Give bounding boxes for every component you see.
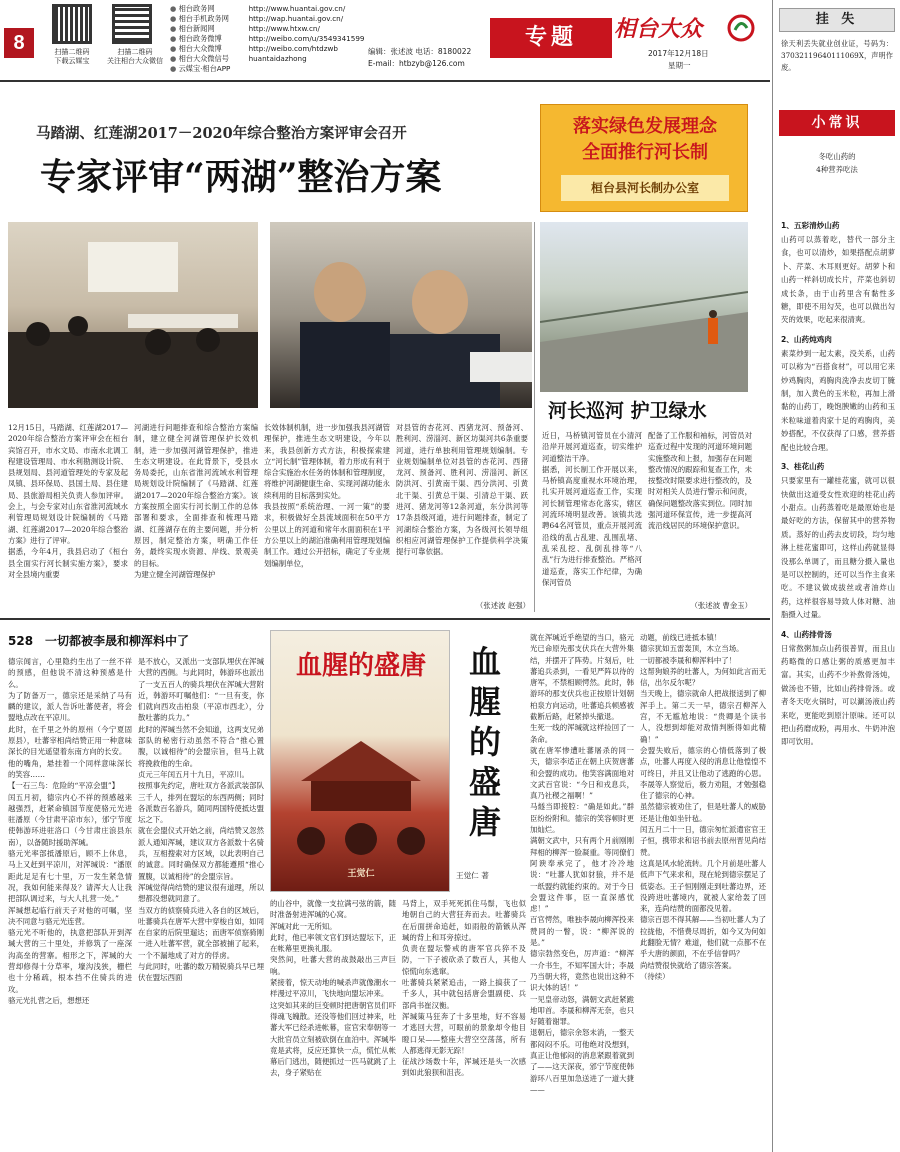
qr-code-download[interactable] bbox=[52, 4, 92, 44]
ad-sponsor: 桓台县河长制办公室 bbox=[561, 175, 729, 201]
serial-author: 王觉仁 著 bbox=[456, 871, 489, 880]
link-row[interactable] bbox=[170, 64, 390, 74]
editor-line: 编辑：张述波 电话：8180022 bbox=[368, 47, 472, 56]
main-col-1: 12月15日，马踏湖、红莲湖2017—2020年综合整治方案评审会在桓台宾馆召开，市水文局、市南水北调工程建设管理局、市水利勘测设计院、县规划局、县河道管理处的专家及起凤镇、县环保局、县国土局、县住建局、县旅游局相关负责人参加评审。会上，与会专家对山东省淮河流域水利管理局规划设计院编制的《马踏湖、红莲湖2017—2020年综合整治方案》进行了评审。 据悉，今年4月，我县启动了《桓台县全面实行河长制实施方案》，要求对全县境内重要 bbox=[8, 423, 128, 579]
article-bottom-rule bbox=[0, 618, 770, 620]
book-cover bbox=[270, 630, 450, 892]
bullet-icon: ● bbox=[170, 34, 179, 43]
link-name: 相台大众微博 bbox=[178, 44, 222, 53]
lost-notice-text: 徐天利丢失就业创业证，号码为：37032119640111069X，声明作废。 bbox=[781, 39, 893, 72]
main-article bbox=[0, 82, 770, 622]
tip-heading: 4、山药排骨汤 bbox=[781, 629, 832, 639]
meeting-photo-1 bbox=[8, 222, 258, 408]
bullet-icon: ● bbox=[170, 64, 179, 73]
link-list bbox=[170, 4, 390, 76]
issue-date: 2017年12月18日 bbox=[648, 49, 709, 58]
link-name: 相台手机政务网 bbox=[178, 14, 229, 23]
main-col-2: 河湖进行问题排查和综合整治方案编制，建立健全河湖管理保护长效机制，进一步加强河湖管理保护，推进生态文明建设。在此背景下，受县水务局委托，山东省淮河流域水利管理局规划设计院编制了《马踏湖、红莲湖2017—2020年综合整治方案》。该方案按照全面实行河长制工作的总体部署和要求，全面排查和梳理马踏湖、红莲湖存在的主要问题，并分析原因，制定整治方案，明确工作任务，最终实现水资源、岸线、景观美的目标。 为建立健全河湖管理保护 bbox=[134, 423, 258, 579]
tip-heading: 2、山药炖鸡肉 bbox=[781, 334, 832, 344]
book-cover-author: 王觉仁 bbox=[347, 869, 375, 879]
link-row[interactable] bbox=[170, 14, 390, 24]
patrol-photo bbox=[540, 222, 748, 392]
article-kicker: 马踏湖、红莲湖2017－2020年综合整治方案评审会召开 bbox=[36, 125, 407, 142]
bullet-icon: ● bbox=[170, 24, 179, 33]
email-line[interactable]: E-mail：htbzyb@126.com bbox=[368, 59, 465, 68]
main-byline: （张述波 赵强） bbox=[475, 601, 530, 610]
patrol-headline: 河长巡河 护卫绿水 bbox=[548, 400, 707, 422]
link-url[interactable]: http://www.huantai.gov.cn/ bbox=[248, 4, 346, 13]
link-name: 相台新闻网 bbox=[178, 24, 215, 33]
link-url[interactable]: huantaidazhong bbox=[248, 54, 307, 63]
page-number: 8 bbox=[4, 28, 34, 58]
link-name: 相台政务网 bbox=[178, 4, 215, 13]
main-col-3: 长效体制机制，进一步加强我县河湖管理保护，推进生态文明建设，今年以来，我县创新方式方法，积极探索建立“河长制”管理体制，着力形成有利于综合实施治水任务的体制和管理制度，将维护河湖健康生命、实现河湖功能永续利用的目标落到实处。 我县按照“系统治理、一河一策”的要求，积极做好全县流域面积在50平方公里以上的河道和常年水面面积在1平方公里以上的湖泊准确利用管理现划编制工作。通过公开招标，确定了专业规划编制单位， bbox=[264, 423, 390, 568]
river-chief-ad bbox=[540, 104, 748, 212]
tips-body bbox=[781, 215, 895, 1145]
serial-col-1: 德宗闻言，心里隐约生出了一丝不祥的预感，但他说不清这种预感是什么。 为了防备万一，德宗还是采纳了马有麟的建议，派人告诉吐蕃使者，将会盟地点改在平凉川。 此时，在千里之外的原州（今宁夏固原县），吐蕃宰相尚结赞正用一种意味深长的目光遥望着东南方向的长安。 他的嘴角，悬挂着一个同样意味深长的笑容…… 【一石三鸟：危险的“平凉会盟”】 闰五月初，德宗内心不祥的预感越来越强烈，赶紧命镇国节度使骆元光进驻潘原（今甘肃平凉市东），邠宁节度使韩游环进驻洛口（今甘肃庄浪县东南），以备随时援助浑瑊。 骆元光率部抵潘原后，顾不上休息，马上又赶到平凉川，对浑瑊说：“潘原距此足足有七十里，万一发生紧急情况，我如何能来得及？请浑大人让我把部队调过来，与大人扎营一处。” 浑瑊想起临行前天子对他的可嘱，坚决不同意与骆元光连营。 骆元光不听他的，执意把部队开到浑瑊大营的三十里处，并修筑了一座深沟高垒的营寨。相形之下，浑瑊的大营却修得十分草率，壕沟浅狭，栅栏也十分稀疏，根本挡不住骑兵的进攻。 骆元光扎营之后，想想还 bbox=[8, 657, 132, 1005]
bullet-icon: ● bbox=[170, 54, 179, 63]
book-cover-title: 血腥的盛唐 bbox=[295, 651, 426, 681]
link-url[interactable]: http://wap.huantai.gov.cn/ bbox=[248, 14, 344, 23]
serial-col-5: 就在浑瑊近乎绝望的当口，骆元光已命原先那支伏兵在大营外集结，并摆开了阵势。片刻后，吐蕃追兵杀到，一看见严阵以待的唐军，不禁相顾愕然。此时，韩游环的那支伏兵也正按原计划朝柏泉方向运动，吐蕃追兵顿感被截断后路，赶紧掉头撤退。 生死一线的浑瑊就这样捡回了一条命。 就在唐军惨遭吐蕃屠杀的同一天，德宗李适正在朝上庆贺唐蕃和会盟的成功。他笑容满面地对文武百官说：“今日和戎息兵，真乃社稷之福啊！” 马燧当即接腔：“确是如此。”群臣纷纷附和。德宗的笑容顿时更加灿烂。 满朝文武中，只有两个月前刚刚拜相的柳浑一脸凝重。等同僚们阿谀奉承完了，他才冷冷地说：“吐蕃人犹如豺狼，并不是一纸盟约就能约束的。对于今日会盟这件事，臣一直深感忧虑！” 百官愕然，唯独李晟向柳浑投来赞同的一瞥，说：“柳浑说的是。” 德宗勃然变色，厉声道：“柳浑一介书生，不知军国大计；李晟乃当朝大将，竟然也说出这种不识大体的话！” 一见皇帝动怒，满朝文武赶紧跪地叩首。李晟和柳浑无奈，也只好随着谢罪。 退朝后，德宗余怒未消，一整天都闷闷不乐。可他绝对没想到，真正让他郁闷的消息紧跟着就到了——这天深夜，邠宁节度使韩游环八百里加急送进了一道大捷—— bbox=[530, 633, 634, 1094]
tip-heading: 1、五彩清炒山药 bbox=[781, 221, 840, 230]
tip-body: 素菜炒到一起太素，没关系，山药可以称为“百搭食材”，可以用它来炒鸡胸肉，鸡胸肉洗净去皮切丁腌制，加入黄色的玉米粒，再加上滑黏的山药丁，晚饱腴嫩的山药和玉米粒味道着肉家十足的鸡胸肉，美妙搭配，不仅获得了口感，营养搭配也比较合理。 bbox=[781, 348, 895, 452]
qr-code-wechat[interactable] bbox=[112, 4, 152, 44]
issue-weekday: 星期一 bbox=[668, 61, 691, 70]
link-url[interactable]: http://weibo.com/htdzwb bbox=[248, 44, 338, 53]
ad-line-2: 全面推行河长制 bbox=[582, 142, 708, 163]
bullet-icon: ● bbox=[170, 4, 179, 13]
link-name: 相台大众微信号 bbox=[178, 54, 229, 63]
tips-subtitle: 冬吃山药的 4种营养吃法 bbox=[816, 152, 858, 174]
bullet-icon: ● bbox=[170, 14, 179, 23]
paper-name: 相台大众 bbox=[614, 16, 703, 42]
serial-book-title: 血腥的盛唐 bbox=[468, 643, 501, 841]
ad-line-1: 落实绿色发展理念 bbox=[573, 116, 717, 137]
column-divider bbox=[534, 222, 535, 612]
serial-chapter-title: 528 一切都被李晟和柳浑料中了 bbox=[8, 634, 190, 648]
lost-notice-title: 挂 失 bbox=[779, 8, 895, 32]
qr-caption-download: 扫描二维码 下载云媒宝 bbox=[54, 48, 90, 65]
serial-col-6: 动题，前线已进抵本镇！ 德宗犹如五雷轰顶，木立当场。 一切都被李晟和柳浑料中了！ 这帮狗娘养的吐蕃人，为何如此言而无信，出尔反尔呢？ 当天晚上，德宗就命人把战报送到了柳浑手上。第二天一早，德宗召柳浑入宫，不无尴尬地说：“贵卿是个读书人，没想到却能对敌情判断得如此精确！” 会盟失败后，德宗的心情低落到了极点，吐蕃人再度入侵的消息让他惶惶不可终日，并且又让他动了逃跑的心思。李晟等人察觉后，极力劝阻，才勉强稳住了德宗的心神。 虽然德宗被劝住了，但是吐蕃人的威胁还是让他如坐针毡。 闰五月二十一日，德宗匆忙派遣宦官王子恒，携带求和诏书前去原州晋见尚结赞。 这真是风水轮流转。几个月前是吐蕃人低声下气来求和，现在轮到德宗摆足了低姿态。王子恒刚刚走到吐蕃边界，还没跨进吐蕃境内，就被人家给轰了回来，连尚结赞的面都没见着。 德宗百思不得其解——当初吐蕃人为了拉拢他，不惜费尽周折，如今又为何如此翻脸无情？难道，他们就一点都不在乎大唐的颜面，不在乎信誉吗？ 尚结赞很快就给了德宗答案。 （待续） bbox=[640, 633, 766, 981]
section-banner: 专题 bbox=[490, 18, 612, 58]
link-name: 相台政务微博 bbox=[178, 34, 222, 43]
patrol-col-1: 近日，马桥镇河管员在小清河沿岸开展河道巡查，切实维护河道整洁干净。 据悉，河长制工作开展以来，马桥镇高度重视水环境治理，扎实开展河道巡查工作，实现河长制管理常态化落实，辖区河流环境明显改善。该镇共选聘64名河管员，重点开展河流沿线的乱占乱建、乱围乱堵、乱采乱挖、乱倒乱排等“八乱”行为进行排查整治。严格河道巡查，落实工作纪律，为确保河管员 bbox=[542, 431, 642, 587]
logo-swirl-icon bbox=[727, 14, 755, 42]
patrol-byline: （张述波 曹金玉） bbox=[690, 601, 752, 610]
meeting-photo-2 bbox=[270, 222, 532, 408]
article-headline: 专家评审“两湖”整治方案 bbox=[40, 156, 442, 198]
masthead bbox=[0, 0, 770, 82]
link-row[interactable] bbox=[170, 54, 390, 64]
tip-body: 只要家里有一罐桂花蜜，就可以很快做出这道受女性欢迎的桂花山药小甜点。山药蒸着吃是最原始也是最好吃的方法，保留其中的营养物质。蒸好的山药去皮切段，均匀地淋上桂花蜜即可，这样山药就显得没那么单调了，而且糖分摄入量也是可以控制的，还可以当作主食来吃。不建议做成拔丝或者油炸山药，这样很容易导致人体对糖、油脂摄入过量。 bbox=[781, 476, 895, 620]
link-name: 云媒宝·相台APP bbox=[178, 64, 231, 73]
link-row[interactable] bbox=[170, 4, 390, 14]
link-row[interactable] bbox=[170, 44, 390, 54]
tip-body: 山药可以蒸着吃，替代一部分主食，也可以清炒，如果搭配点胡萝卜、芹菜、木耳则更好。胡萝卜和山药一样斜切成长片，芹菜也斜切成长条，由于山药里含有黏性多糖，即使不用勾芡，也可以做出勾芡的效果，吃起来很清爽。 bbox=[781, 235, 895, 325]
main-col-4: 对县管的杏花河、西猪龙河、预备河、胜利河、涝淄河、新区坊渠河共6条重要河道，进行单独利用管理规划编制。专业规划编制单位对县管的杏花河、西猪龙河、预备河、胜利河、涝淄河、新区防洪河、引黄南干渠、西分洪河、引黄北干渠、引黄总干渠、引清总干渠、跃进河、猪龙河等12条河道，东分洪河等17条县级河道，进行问题排查，制定了河湖综合整治方案，为各级河长领导组织相应河湖管理保护工作提供科学决策提行可靠依据。 bbox=[396, 423, 528, 557]
serial-col-2: 是不放心，又派出一支部队埋伏在浑瑊大营的西侧。与此同时，韩游环也派出了一支五百人的骑兵埋伏在浑瑊大营附近，韩游环叮嘱他们：“一旦有变，你们就向西攻击柏泉（平凉市西北），分散吐蕃的兵力。” 此时的浑瑊当然不会知道，这两支兄弟部队的秘密行动虽然不符合“推心置腹，以诚相待”的会盟宗旨，但马上就将挽救他的生命。 贞元三年闰五月十九日，平凉川。 按照事先约定，唐吐双方各派武装部队三千人，排列在盟坛的东西两侧；同时各派数百名游兵，随同两国特使抵达盟坛之下。 就在会盟仪式开始之前，尚结赞又忽然派人通知浑瑊，建议双方各派数十名骑兵，互相搜索对方区域，以此表明自己的诚意。同时确保双方都能遵照“推心置腹，以诚相待”的会盟宗旨。 浑瑊觉得尚结赞的建议很有道理，所以想都没想就同意了。 当双方的侦察骑兵进入各自的区域后，吐蕃骑兵在唐军大营中穿梭自如，如同在自家的后院里遛达；而唐军侦察骑刚一进入吐蕃军营，就全部被捕了起来，一个不漏地成了对方的俘虏。 与此同时，吐蕃的数万精锐骑兵早已埋伏在盟坛西面 bbox=[138, 657, 264, 983]
bullet-icon: ● bbox=[170, 44, 179, 53]
tip-body: 日常熬粥加点山药很普胃，而且山药略微的口感让粥的质感更加丰富。其实，山药不少补熬骨汤炖，做汤也不错，比如山药排骨汤。或者冬天吃火锅时，可以涮汤液山药来吃，更能吃到原汁原味。还可以把山药磨成粉，再用水、牛奶冲泡即可饮用。 bbox=[781, 643, 895, 747]
link-row[interactable] bbox=[170, 24, 390, 34]
serial-col-4: 马背上，双手死死抓住马鬃，飞也似地朝自己的大营狂奔而去。吐蕃骑兵在后面拼命追赶，如雨般的箭镞从浑瑊的背上和耳旁掠过。 负责在盟坛警戒的唐军官兵猝不及防，一下子被砍杀了数百人，其他人惊慌向东逃窜。 吐蕃骑兵紧紧追击，一路上搞获了一千多人，其中就包括唐会盟副使、兵部尚书崔汉衡。 浑瑊策马狂奔了十多里地，好不容易才逃回大营，可眼前的景象却令他目瞪口呆——整座大营空空荡荡，所有人都逃得无影无踪！ 征战沙场数十年，浑瑊还是头一次感到如此狼狈和沮丧。 bbox=[402, 899, 526, 1078]
link-row[interactable] bbox=[170, 34, 390, 44]
tip-heading: 3、桂花山药 bbox=[781, 462, 825, 472]
serial-novel bbox=[0, 622, 770, 1152]
serial-col-3: 的山谷中，就像一支拉满弓弦的箭，随时准备射进浑瑊的心窝。 浑瑊对此一无所知。 此时，他已率领文官们到达盟坛下，正在帐幕里更换礼服。 突然间，吐蕃大营的战鼓敲出三声巨响。 紧接着，惊天动地的喊杀声就像潮水一样漫过平凉川，飞快地向盟坛冲来。 这突如其来的巨变顿时把唐朝官员们吓得魂飞魄散。还没等他们回过神来，吐蕃大军已经杀进帐幕，宦官宋奉朝等一大批官员立刻被砍倒在血泊中。浑瑊毕竟是武将，反应还算快一点，慌忙从帐幕后门逃出，随便抓过一匹马就跳了上去，身子紧贴在 bbox=[270, 899, 396, 1078]
qr-caption-wechat: 扫描二维码 关注相台大众微信 bbox=[107, 48, 163, 65]
right-column bbox=[772, 0, 900, 1152]
tips-title: 小常识 bbox=[779, 110, 895, 136]
link-url[interactable]: http://www.htxw.cn/ bbox=[248, 24, 320, 33]
link-url[interactable]: http://weibo.com/u/3549341599 bbox=[248, 34, 365, 43]
patrol-col-2: 配备了工作服和袖标，河管员对巡查过程中发现的河道环境问题实施整改和上报，加强存在问题整改情况的跟踪和复查工作，未按整改时限要求进行整改的，及时对相关人员进行警示和问责，确保问题整改落实到位。同时加强河道环保宣传，进一步提高河流沿线居民的环境保护意识。 bbox=[648, 431, 752, 531]
